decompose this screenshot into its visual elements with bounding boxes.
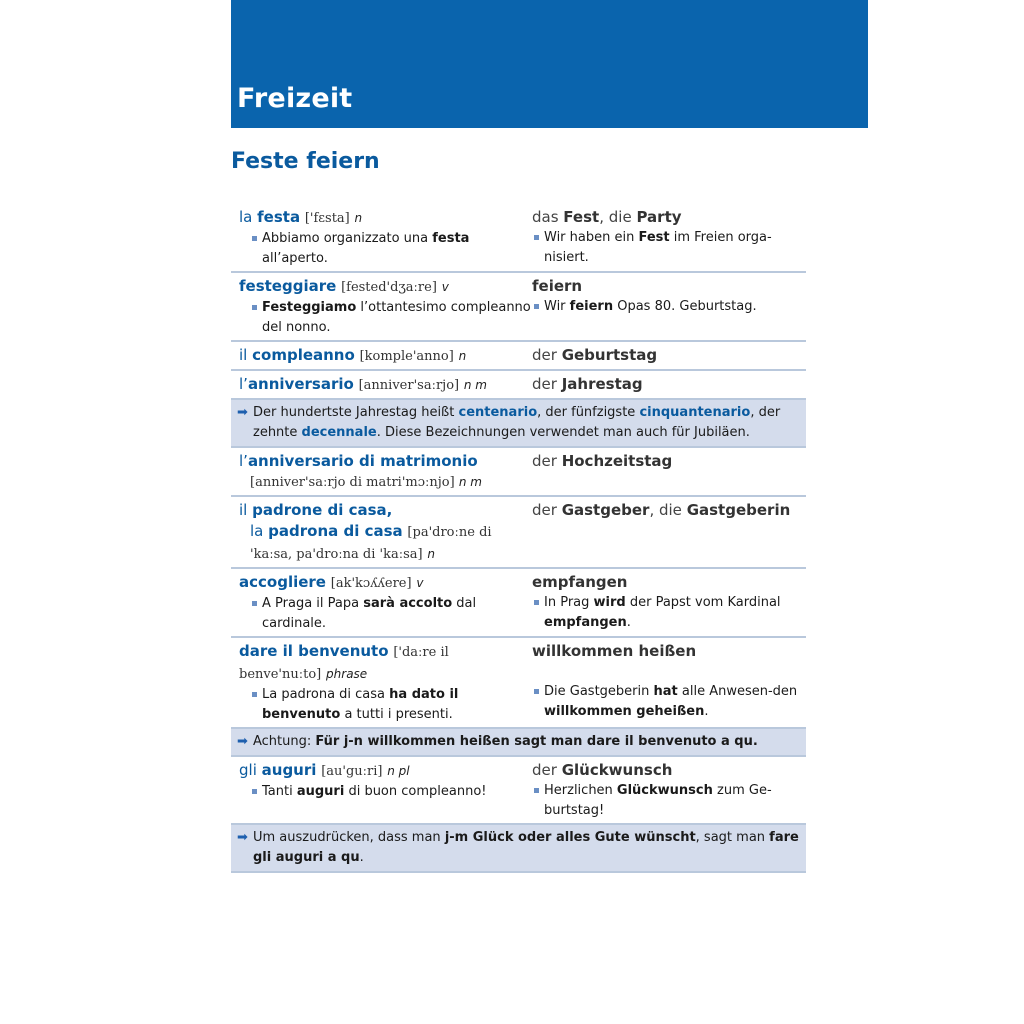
translation: willkommen heißen [532,642,697,660]
usage-note: ➡ Um auszudrücken, dass man j-m Glück oder alles Gute wünscht, sagt man fare gli auguri a qu. [231,825,806,873]
translation: Gastgeberin [686,501,791,519]
vocab-entry-anniversario: l’anniversario [anniver'saːrjo] n m der Jahrestag [231,371,806,400]
headword: auguri [261,761,317,779]
example-de: Wir feiern Opas 80. Geburtstag. [532,297,800,317]
article: gli [239,761,257,779]
pronunciation: ['fɛsta] [304,211,350,226]
example-de: Die Gastgeberin hat alle Anwesen-den willkommen geheißen. [532,682,800,722]
example-it: A Praga il Papa sarà accolto dal cardinale. [239,594,532,634]
bullet-square-icon [252,601,257,606]
arrow-right-icon: ➡ [237,734,248,749]
translation: feiern [532,277,583,295]
vocabulary-table [231,204,806,873]
bullet-square-icon [252,789,257,794]
headword: compleanno [252,346,355,364]
article: il [239,346,248,364]
pronunciation: [komple'anno] [359,349,454,364]
translation: Glückwunsch [561,761,673,779]
article: il [239,501,248,519]
translation: Hochzeitstag [561,452,673,470]
part-of-speech: n pl [387,764,410,778]
headword: dare il benvenuto [239,642,389,660]
arrow-right-icon: ➡ [237,405,248,420]
vocab-entry-compleanno: il compleanno [komple'anno] n der Geburtstag [231,342,806,371]
bullet-square-icon [534,689,539,694]
part-of-speech: v [416,576,424,590]
headword: accogliere [239,573,326,591]
article: l’ [239,452,248,470]
pronunciation: [pa'droːne di 'kaːsa, pa'droːna di 'kaːsa] [250,525,492,562]
vocab-entry-anniversario-di-matrimonio: l’anniversario di matrimonio [anniver'saːrjo di matri'mɔːnjo] n m der Hochzeitstag [231,448,806,497]
headword: festeggiare [239,277,337,295]
usage-note: ➡ Der hundertste Jahrestag heißt centenario, der fünfzigste cinquantenario, der zehnte decennale. Diese Bezeichnungen verwendet man auch für Jubiläen. [231,400,806,448]
article: la [250,522,264,540]
part-of-speech: n m [463,378,487,392]
headword: festa [257,208,301,226]
vocab-entry-festeggiare [231,273,806,342]
headword: anniversario di matrimonio [247,452,478,470]
headword: anniversario [247,375,354,393]
bullet-square-icon [252,236,257,241]
example-it: La padrona di casa ha dato il benvenuto a tutti i presenti. [239,685,532,725]
example-it: Tanti auguri di buon compleanno! [239,782,532,802]
headword: padrone di casa, [252,501,393,519]
usage-note: ➡ Achtung: Für j-n willkommen heißen sagt man dare il benvenuto a qu. [231,729,806,757]
vocab-entry-dare-il-benvenuto [231,638,806,729]
vocab-entry-auguri: gli auguri [au'guːri] n pl Tanti auguri di buon compleanno! der Glückwunsch Herzlichen Glückwunsch zum Ge-burtstag! [231,757,806,825]
translation: Geburtstag [561,346,658,364]
example-de: Wir haben ein Fest im Freien orga-nisiert. [532,228,800,268]
vocab-entry-accogliere [231,569,806,638]
part-of-speech: n m [458,475,482,489]
example-de: Herzlichen Glückwunsch zum Ge-burtstag! [532,781,800,821]
pronunciation: [anniver'saːrjo di matri'mɔːnjo] [250,475,455,490]
example-it: Abbiamo organizzato una festa all’aperto. [239,229,532,269]
pronunciation: [au'guːri] [321,764,383,779]
part-of-speech: n [354,211,363,225]
section-title: Feste feiern [231,149,380,174]
vocab-entry-padrone-di-casa: il padrone di casa, la padrona di casa [pa'droːne di 'kaːsa, pa'droːna di 'kaːsa] n der Gastgeber, die Gastgeberin [231,497,806,569]
bullet-square-icon [252,692,257,697]
bullet-square-icon [534,304,539,309]
part-of-speech: v [441,280,449,294]
article: l’ [239,375,248,393]
part-of-speech: n [458,349,467,363]
bullet-square-icon [534,235,539,240]
chapter-title: Freizeit [237,83,353,114]
pronunciation: [ak'kɔʎʎere] [330,576,412,591]
translation: Jahrestag [561,375,643,393]
example-it: Festeggiamo l’ottantesimo compleanno del nonno. [239,298,532,338]
translation: Gastgeber [561,501,650,519]
translation: Fest [563,208,600,226]
example-de: In Prag wird der Papst vom Kardinal empfangen. [532,593,800,633]
article: la [239,208,253,226]
headword: padrona di casa [268,522,403,540]
pronunciation: [fested'dʒaːre] [341,280,437,295]
bullet-square-icon [252,305,257,310]
part-of-speech: phrase [326,667,368,681]
bullet-square-icon [534,788,539,793]
chapter-banner [231,0,868,128]
part-of-speech: n [427,547,435,561]
arrow-right-icon: ➡ [237,830,248,845]
translation: Party [636,208,682,226]
vocab-entry-festa: la festa ['fɛsta] n Abbiamo organizzato una festa all’aperto. das Fest, die Party Wir haben ein Fest im Freien orga-nisiert. [231,204,806,273]
pronunciation: [anniver'saːrjo] [358,378,460,393]
pronunciation: ['daːre il benve'nuːto] [239,645,449,682]
translation: empfangen [532,573,628,591]
bullet-square-icon [534,600,539,605]
